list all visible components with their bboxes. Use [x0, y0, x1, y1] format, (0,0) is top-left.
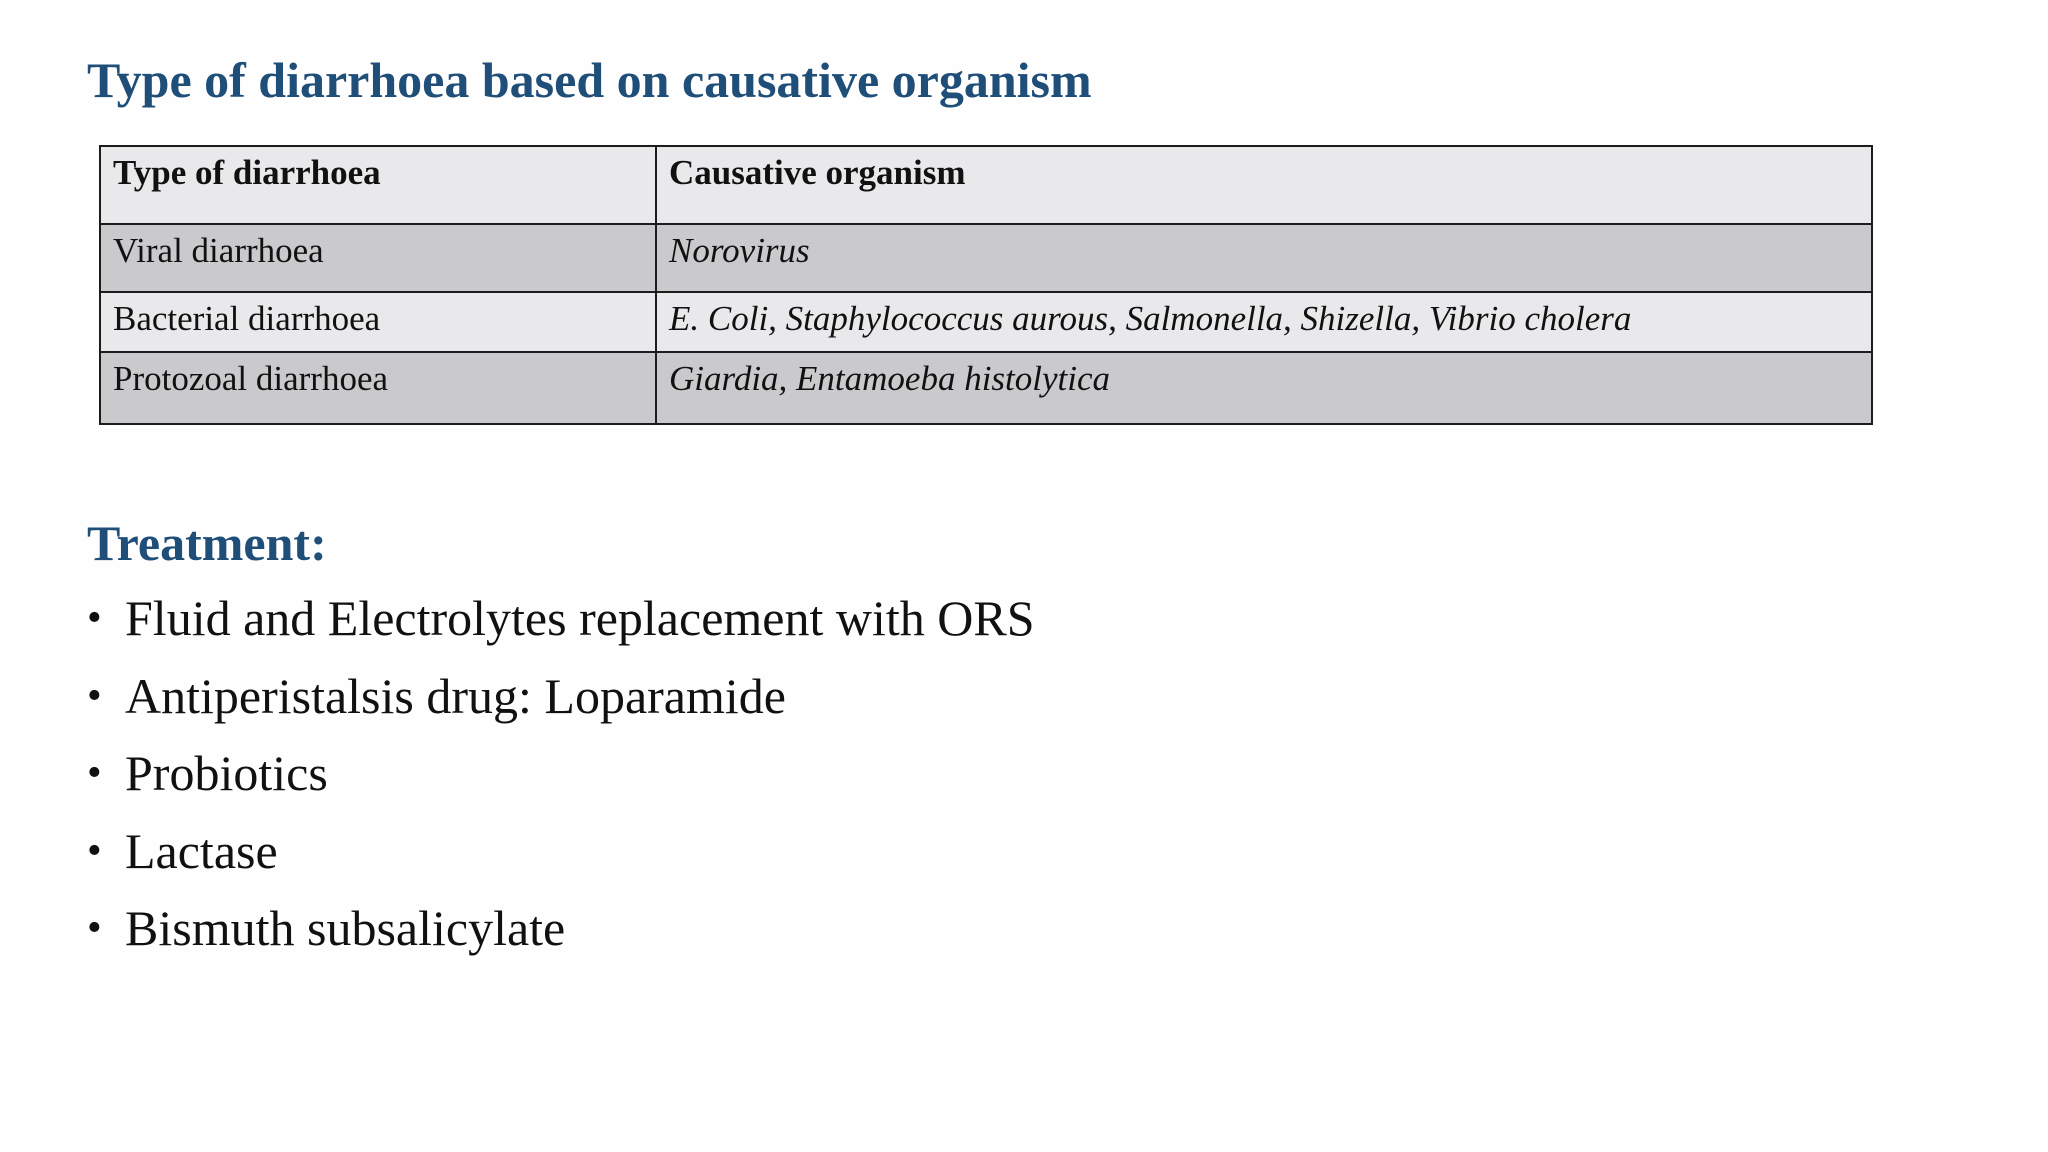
bullet-icon: • [87, 595, 102, 641]
bullet-icon: • [87, 905, 102, 951]
cell-type: Viral diarrhoea [100, 224, 656, 292]
list-item [87, 818, 1035, 896]
bullet-icon: • [87, 672, 102, 719]
treatment-heading: Treatment: [87, 515, 327, 571]
column-header-organism: Causative organism [656, 146, 1872, 224]
list-item [87, 740, 1035, 818]
list-item-text: Lactase [125, 822, 278, 879]
diarrhoea-organism-table [99, 145, 1873, 425]
cell-type: Protozoal diarrhoea [100, 352, 656, 424]
bullet-icon: • [87, 750, 102, 796]
bullet-icon: • [87, 827, 102, 874]
cell-type: Bacterial diarrhoea [100, 292, 656, 352]
cell-organism: E. Coli, Staphylococcus aurous, Salmonella, Shizella, Vibrio cholera [656, 292, 1872, 352]
list-item-text: Bismuth subsalicylate [125, 900, 566, 956]
table-row [100, 224, 1872, 292]
page-title: Type of diarrhoea based on causative organism [87, 52, 1092, 108]
cell-organism: Giardia, Entamoeba histolytica [656, 352, 1872, 424]
list-item-text: Probiotics [125, 745, 328, 801]
list-item [87, 895, 1035, 973]
table-header-row [100, 146, 1872, 224]
table-row [100, 352, 1872, 424]
cell-organism: Norovirus [656, 224, 1872, 292]
list-item-text: Antiperistalsis drug: Loparamide [125, 667, 786, 724]
treatment-list [87, 585, 1035, 973]
list-item-text: Fluid and Electrolytes replacement with ORS [125, 590, 1035, 646]
table-row [100, 292, 1872, 352]
list-item [87, 663, 1035, 741]
list-item [87, 585, 1035, 663]
column-header-type: Type of diarrhoea [100, 146, 656, 224]
